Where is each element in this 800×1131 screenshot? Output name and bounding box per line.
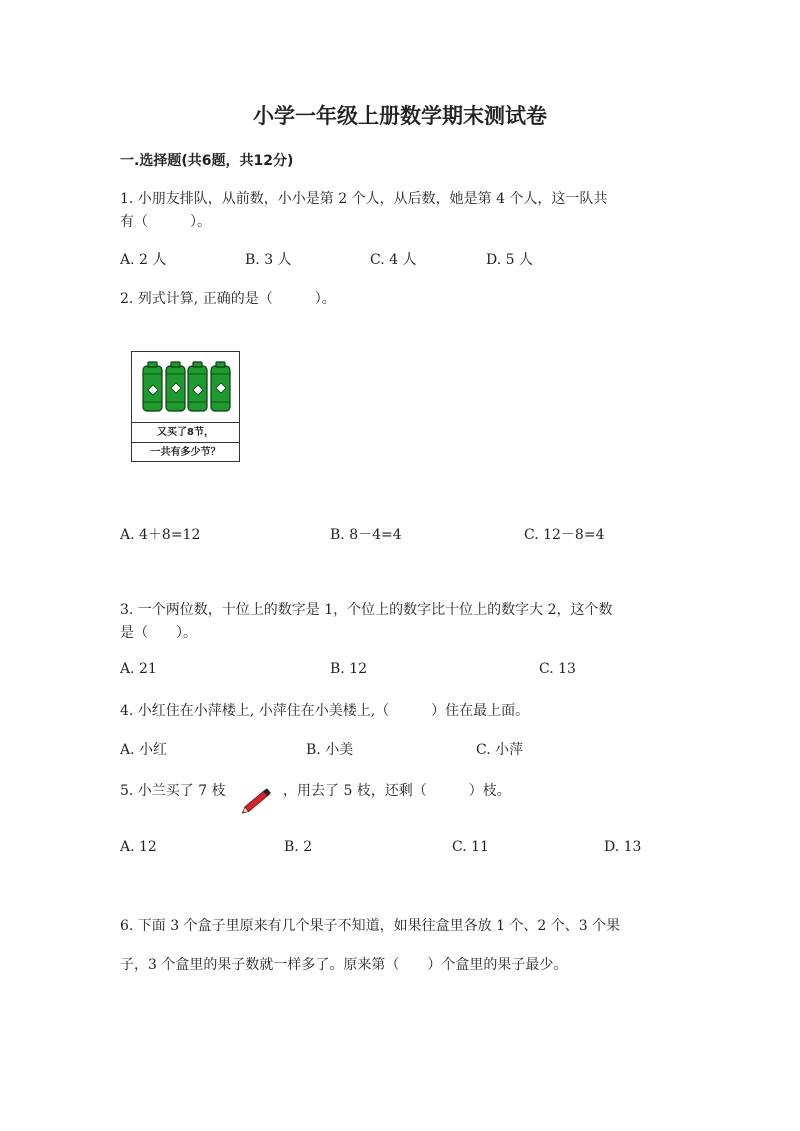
question-text: 是（ ）。	[120, 625, 197, 641]
option-a[interactable]: A. 小红	[120, 742, 168, 758]
pencil-icon	[240, 782, 278, 816]
question-text: 4. 小红住在小萍楼上, 小萍住在小美楼上,（ ）住在最上面。	[120, 703, 530, 719]
option-c[interactable]: C. 4 人	[370, 252, 417, 268]
question-text: 3. 一个两位数，十位上的数字是 1，个位上的数字比十位上的数字大 2，这个数	[120, 602, 613, 618]
question-text: ，用去了 5 枝，还剩（ ）枝。	[283, 783, 511, 799]
battery-figure	[131, 351, 240, 462]
page-title: 小学一年级上册数学期末测试卷	[253, 104, 547, 128]
option-d[interactable]: D. 13	[604, 839, 642, 855]
section-heading: 一.选择题(共6题，共12分)	[120, 153, 294, 169]
option-a[interactable]: A. 2 人	[120, 252, 167, 268]
figure-caption: 一共有多少节？	[132, 442, 239, 462]
option-d[interactable]: D. 5 人	[486, 252, 533, 268]
option-a[interactable]: A. 4＋8=12	[120, 527, 201, 543]
option-c[interactable]: C. 12－8=4	[524, 527, 605, 543]
question-text: 有（ ）。	[120, 214, 211, 230]
question-text: 6. 下面 3 个盒子里原来有几个果子不知道，如果往盒里各放 1 个、2 个、3 个果	[120, 918, 621, 934]
option-b[interactable]: B. 12	[330, 661, 368, 677]
question-text: 子，3 个盒里的果子数就一样多了。原来第（ ）个盒里的果子最少。	[120, 957, 568, 973]
option-c[interactable]: C. 11	[452, 839, 489, 855]
option-a[interactable]: A. 21	[120, 661, 157, 677]
option-b[interactable]: B. 3 人	[245, 252, 292, 268]
battery-icon	[132, 352, 239, 422]
figure-caption: 又买了8节，	[132, 422, 239, 443]
option-b[interactable]: B. 2	[284, 839, 313, 855]
option-b[interactable]: B. 8－4=4	[330, 527, 402, 543]
option-c[interactable]: C. 13	[539, 661, 576, 677]
option-c[interactable]: C. 小萍	[476, 742, 524, 758]
option-b[interactable]: B. 小美	[306, 742, 354, 758]
question-text: 5. 小兰买了 7 枝	[120, 783, 226, 799]
question-text: 2. 列式计算, 正确的是（ ）。	[120, 291, 336, 307]
question-text: 1. 小朋友排队，从前数，小小是第 2 个人，从后数，她是第 4 个人，这一队共	[120, 191, 608, 207]
option-a[interactable]: A. 12	[120, 839, 157, 855]
